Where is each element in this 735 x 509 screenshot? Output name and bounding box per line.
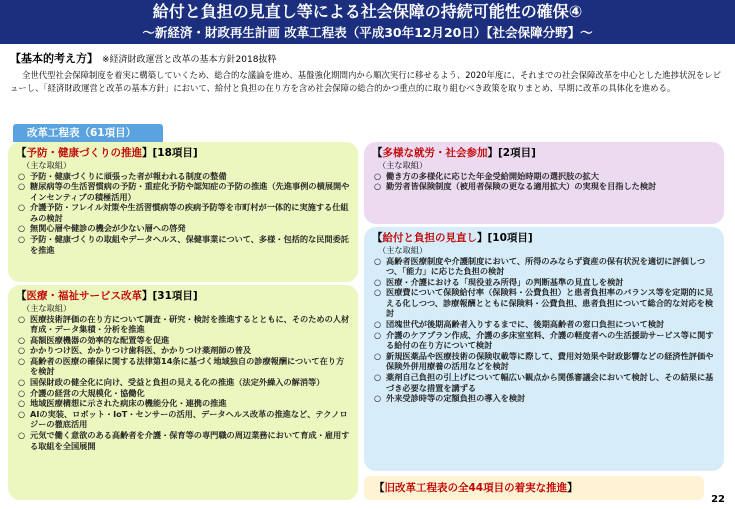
prevention-items bbox=[16, 171, 351, 256]
list-item-text: 予防・健康づくりに頑張った者が報われる制度の整備 bbox=[30, 170, 227, 181]
circle-bullet-icon: ○ bbox=[18, 181, 26, 192]
list-item-text: 無関心層や健診の機会が少ない層への啓発 bbox=[30, 223, 186, 234]
list-item-text: 医療費について保険給付率（保険料・公費負担）と患者負担率のバランス等を定期的に見える化しつつ、診療報酬とともに保険料・公費負担、患者負担について総合的な対応を検討 bbox=[386, 287, 714, 319]
list-item bbox=[16, 388, 351, 399]
main-efforts-label: （主な取組） bbox=[22, 160, 72, 170]
list-item-text: 働き方の多様化に応じた年金受給開始時期の選択肢の拡大 bbox=[386, 170, 599, 181]
list-item-text: 国保財政の健全化に向け、受益と負担の見える化の推進（法定外繰入の解消等） bbox=[30, 377, 325, 388]
page-title: 給付と負担の見直し等による社会保障の持続可能性の確保④ bbox=[152, 2, 583, 21]
section-benefit bbox=[364, 227, 724, 471]
list-item bbox=[372, 351, 717, 372]
list-item-text: 高齢者医療制度や介護制度において、所得のみならず資産の保有状況を適切に評価しつつ、「能力」に応じた負担の検討 bbox=[386, 255, 706, 277]
list-item bbox=[372, 277, 717, 288]
list-item bbox=[16, 202, 351, 223]
list-item-text: 介護の経営の大規模化・協働化 bbox=[30, 387, 145, 398]
basic-approach-note: ※経済財政運営と改革の基本方針2018抜粋 bbox=[102, 55, 277, 65]
list-item bbox=[372, 256, 717, 277]
list-item-text: 高齢者の医療の確保に関する法律第14条に基づく地域独自の診療報酬について在り方を検討 bbox=[30, 355, 345, 377]
list-item bbox=[16, 356, 351, 377]
circle-bullet-icon: ○ bbox=[18, 430, 26, 441]
benefit-items bbox=[372, 256, 717, 404]
list-item bbox=[16, 377, 351, 388]
basic-approach-title: 【基本的考え方】 bbox=[10, 52, 98, 65]
list-item-text: 元気で働く意欲のある高齢者を介護・保育等の専門職の周辺業務において育成・雇用する取組を全国展開 bbox=[30, 430, 350, 451]
section-work bbox=[364, 142, 724, 224]
circle-bullet-icon: ○ bbox=[18, 334, 26, 345]
section-prevention-title: 【予防・健康づくりの推進】[18項目] bbox=[16, 147, 198, 159]
list-item bbox=[16, 181, 351, 202]
list-item bbox=[16, 409, 351, 430]
list-item-text: 医療・介護における「現役並み所得」の判断基準の見直しを検討 bbox=[386, 276, 624, 287]
main-efforts-label: （主な取組） bbox=[22, 303, 72, 313]
circle-bullet-icon: ○ bbox=[18, 377, 26, 388]
reform-schedule-tab: 改革工程表（61項目） bbox=[13, 124, 163, 142]
list-item bbox=[16, 171, 351, 182]
work-items bbox=[372, 171, 717, 192]
list-item-text: AIの実装、ロボット・IoT・センサーの活用、データヘルス改革の推進など、テクノロジーの徹底活用 bbox=[30, 408, 348, 430]
list-item-text: 地域医療構想に示された病床の機能分化・連携の推進 bbox=[30, 398, 227, 409]
section-old-schedule bbox=[364, 476, 704, 500]
circle-bullet-icon: ○ bbox=[374, 287, 382, 298]
list-item bbox=[372, 372, 717, 393]
list-item-text: 糖尿病等の生活習慣病の予防・重症化予防や認知症の予防の推進（先進事例の横展開やインセンティブの積極活用） bbox=[30, 181, 350, 202]
list-item-text: 外来受診時等の定額負担の導入を検討 bbox=[386, 393, 526, 404]
circle-bullet-icon: ○ bbox=[374, 329, 382, 340]
circle-bullet-icon: ○ bbox=[374, 276, 382, 287]
main-efforts-label: （主な取組） bbox=[378, 245, 428, 255]
circle-bullet-icon: ○ bbox=[18, 202, 26, 213]
list-item-text: 勤労者皆保険制度（被用者保険の更なる適用拡大）の実現を目指した検討 bbox=[386, 181, 657, 192]
list-item bbox=[16, 335, 351, 346]
list-item bbox=[372, 393, 717, 404]
list-item bbox=[16, 223, 351, 234]
page-header bbox=[0, 0, 735, 44]
list-item bbox=[16, 314, 351, 335]
list-item bbox=[372, 171, 717, 182]
list-item bbox=[16, 398, 351, 409]
circle-bullet-icon: ○ bbox=[18, 398, 26, 409]
circle-bullet-icon: ○ bbox=[374, 170, 382, 181]
list-item bbox=[372, 181, 717, 192]
circle-bullet-icon: ○ bbox=[374, 372, 382, 383]
circle-bullet-icon: ○ bbox=[18, 234, 26, 245]
list-item-text: 医療技術評価の在り方について調査・研究・検討を推進するとともに、そのための人材育成・データ集積・分析を推進 bbox=[30, 313, 350, 335]
list-item bbox=[372, 330, 717, 351]
section-medical bbox=[8, 285, 358, 500]
circle-bullet-icon: ○ bbox=[18, 408, 26, 419]
page-subtitle: ～新経済・財政再生計画 改革工程表（平成30年12月20日）【社会保障分野】～ bbox=[142, 25, 593, 40]
circle-bullet-icon: ○ bbox=[374, 350, 382, 361]
list-item-text: 団塊世代が後期高齢者入りするまでに、後期高齢者の窓口負担について検討 bbox=[386, 319, 665, 330]
circle-bullet-icon: ○ bbox=[374, 255, 382, 266]
circle-bullet-icon: ○ bbox=[18, 345, 26, 356]
circle-bullet-icon: ○ bbox=[18, 355, 26, 366]
list-item-text: 介護のケアプラン作成、介護の多床室室料、介護の軽度者への生活援助サービス等に関する給付の在り方について検討 bbox=[386, 329, 714, 351]
basic-approach-body: 全世代型社会保障制度を着実に構築していくため、総合的な議論を進め、基盤強化期間内から順次実行に移せるよう、2020年度に、それまでの社会保障改革を中心とした進捗状況をレビューし、「経済財政運営と改革の基本方針」において、給付と負担の在り方を含め社会保障の総合的かつ重点的に取り組むべき政策を取りまとめ、早期に改革の具体化を進める。 bbox=[10, 70, 722, 93]
list-item bbox=[16, 234, 351, 255]
circle-bullet-icon: ○ bbox=[18, 313, 26, 324]
list-item bbox=[16, 430, 351, 451]
page-number: 22 bbox=[711, 494, 725, 505]
circle-bullet-icon: ○ bbox=[374, 319, 382, 330]
circle-bullet-icon: ○ bbox=[374, 181, 382, 192]
section-work-title: 【多様な就労・社会参加】[2項目] bbox=[372, 147, 536, 159]
list-item bbox=[372, 319, 717, 330]
main-efforts-label: （主な取組） bbox=[378, 160, 428, 170]
section-benefit-title: 【給付と負担の見直し】[10項目] bbox=[372, 232, 533, 244]
list-item-text: 予防・健康づくりの取組やデータヘルス、保健事業について、多様・包括的な民間委託を推進 bbox=[30, 234, 349, 255]
list-item bbox=[372, 287, 717, 319]
section-old-title: 【旧改革工程表の全44項目の着実な推進】 bbox=[374, 482, 578, 494]
circle-bullet-icon: ○ bbox=[18, 223, 26, 234]
circle-bullet-icon: ○ bbox=[18, 387, 26, 398]
circle-bullet-icon: ○ bbox=[374, 393, 382, 404]
circle-bullet-icon: ○ bbox=[18, 170, 26, 181]
list-item-text: かかりつけ医、かかりつけ歯科医、かかりつけ薬剤師の普及 bbox=[30, 345, 252, 356]
list-item-text: 新規医薬品や医療技術の保険収載等に際して、費用対効果や財政影響などの経済性評価や保険外併用療養の活用などを検討 bbox=[386, 350, 714, 372]
medical-items bbox=[16, 314, 351, 452]
list-item-text: 薬剤自己負担の引上げについて幅広い観点から関係審議会において検討し、その結果に基づき必要な措置を講ずる bbox=[386, 372, 714, 393]
list-item-text: 介護予防・フレイル対策や生活習慣病等の疾病予防等を市町村が一体的に実施する仕組みの検討 bbox=[30, 202, 349, 223]
list-item-text: 高額医療機器の効率的な配置等を促進 bbox=[30, 334, 170, 345]
section-prevention bbox=[8, 142, 358, 282]
list-item bbox=[16, 345, 351, 356]
basic-approach-heading bbox=[10, 52, 276, 67]
section-medical-title: 【医療・福祉サービス改革】[31項目] bbox=[16, 290, 198, 302]
